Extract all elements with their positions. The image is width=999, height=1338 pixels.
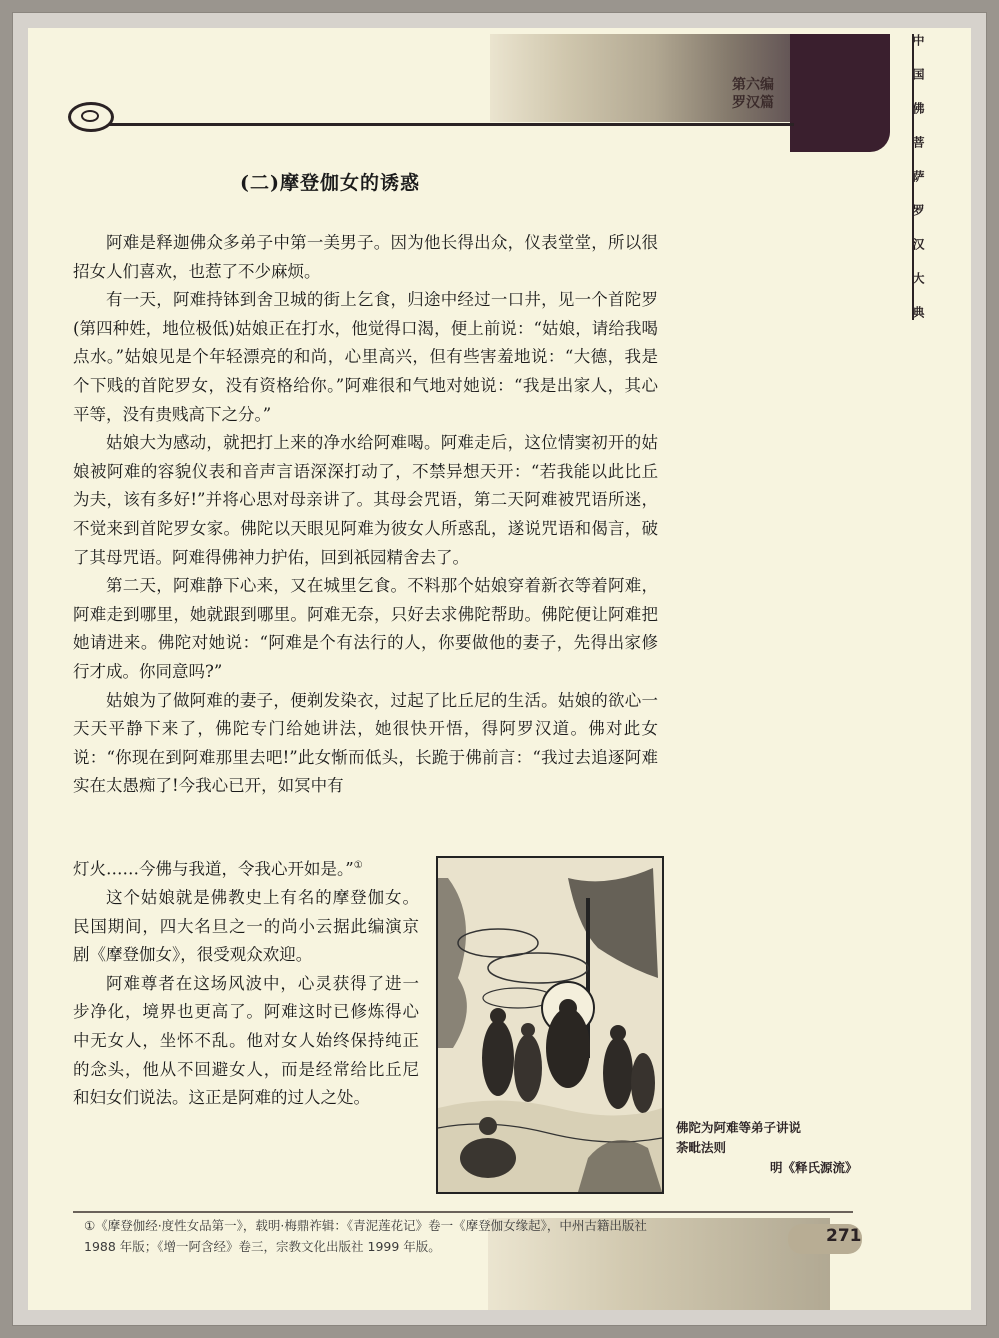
header-rule [94, 123, 794, 126]
footnote-reference[interactable]: ① [353, 860, 363, 871]
paragraph: 阿难尊者在这场风波中，心灵获得了进一步净化，境界也更高了。阿难这时已修炼得心中无女人，坐怀不乱。他对女人始终保持纯正的念头，他从不回避女人，而是经常给比丘尼和妇女们说法。这正是阿难的过人之处。 [73, 973, 419, 1108]
cloud-ornament-icon [68, 102, 114, 132]
paragraph: 第二天，阿难静下心来，又在城里乞食。不料那个姑娘穿着新衣等着阿难，阿难走到哪里，她就跟到哪里。阿难无奈，只好去求佛陀帮助。佛陀便让阿难把她请进来。佛陀对她说：“阿难是个有法行的人，你要做他的妻子，先得出家修行才成。你同意吗?” [73, 576, 658, 681]
page-number: 271 [826, 1226, 862, 1246]
illustration-source: 明《释氏源流》 [770, 1160, 858, 1175]
footnote: ①《摩登伽经·度性女品第一》，载明·梅鼎祚辑：《青泥莲花记》卷一《摩登伽女缘起》，中州古籍出版社 1988 年版；《增一阿含经》卷三，宗教文化出版社 1999 年版。 [84, 1218, 647, 1254]
body-text [73, 229, 658, 801]
chapter-label-line-1: 第六编 [732, 77, 774, 93]
paragraph: 这个姑娘就是佛教史上有名的摩登伽女。民国期间，四大名旦之一的尚小云据此编演京剧《摩登伽女》，很受观众欢迎。 [73, 888, 419, 965]
paragraph: 有一天，阿难持钵到舍卫城的街上乞食，归途中经过一口井，见一个首陀罗(第四种姓，地位极低)姑娘正在打水，他觉得口渴，便上前说：“姑娘，请给我喝点水。”姑娘见是个年轻漂亮的和尚，心里高兴，但有些害羞地说：“大德，我是个下贱的首陀罗女，没有资格给你。”阿难很和气地对她说：“我是出家人，其心平等，没有贵贱高下之分。” [73, 290, 658, 424]
caption-line-1: 佛陀为阿难等弟子讲说 [676, 1120, 802, 1135]
illustration-caption [676, 1118, 876, 1158]
continuation-text: 灯火……今佛与我道，令我心开如是。” [73, 859, 354, 879]
section-title: (二)摩登伽女的诱惑 [240, 172, 420, 194]
chapter-label [708, 76, 798, 112]
woodcut-illustration [436, 856, 664, 1194]
chapter-label-line-2: 罗汉篇 [732, 95, 774, 111]
caption-line-2: 荼毗法则 [676, 1140, 727, 1155]
paragraph: 姑娘大为感动，就把打上来的净水给阿难喝。阿难走后，这位情窦初开的姑娘被阿难的容貌仪表和音声言语深深打动了，不禁异想天开：“若我能以此比丘为夫，该有多好!”并将心思对母亲讲了。其母会咒语，第二天阿难被咒语所迷，不觉来到首陀罗女家。佛陀以天眼见阿难为彼女人所惑乱，遂说咒语和偈言，破了其母咒语。阿难得佛神力护佑，回到祇园精舍去了。 [73, 433, 658, 567]
buddha-preaching-illustration [438, 858, 662, 1192]
header-dark-ornament [790, 34, 890, 152]
footer-rule [73, 1211, 853, 1213]
paragraph: 阿难是释迦佛众多弟子中第一美男子。因为他长得出众，仪表堂堂，所以很招女人们喜欢，也惹了不少麻烦。 [73, 233, 658, 281]
paragraph: 姑娘为了做阿难的妻子，便剃发染衣，过起了比丘尼的生活。姑娘的欲心一天天平静下来了，佛陀专门给她讲法，她很快开悟，得阿罗汉道。佛对此女说：“你现在到阿难那里去吧!”此女惭而低头，长跪于佛前言：“我过去追逐阿难实在太愚痴了!今我心已开，如冥中有 [73, 690, 658, 796]
book-title-vertical: 中国佛菩萨罗汉大典 [911, 34, 925, 340]
paragraph-continuation [73, 852, 419, 884]
wrapped-text [73, 852, 419, 1113]
book-page [28, 28, 971, 1310]
